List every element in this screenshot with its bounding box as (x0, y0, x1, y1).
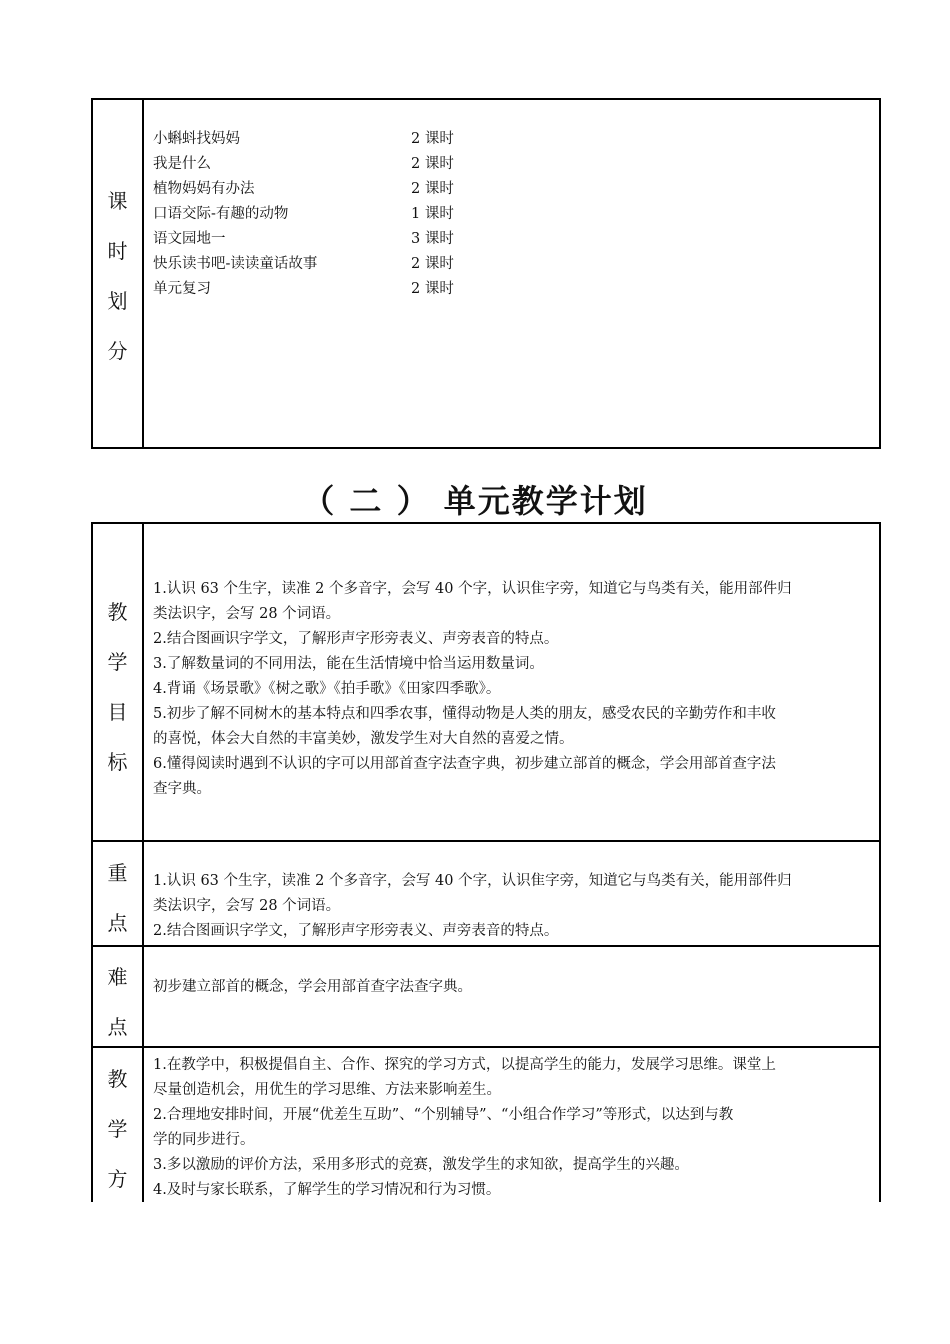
list-item (153, 177, 871, 202)
text-line: 学的同步进行。 (153, 1132, 255, 1148)
text-line: 的喜悦，体会大自然的丰富美妙，激发学生对大自然的喜爱之情。 (153, 731, 574, 747)
lesson-hours: 2 课时 (411, 256, 454, 272)
label-char: 难 (107, 965, 128, 989)
methods-label (93, 1054, 142, 1204)
text-line: 类法识字，会写 28 个词语。 (153, 606, 341, 622)
difficulties-content (153, 975, 871, 1000)
difficulties-label (93, 952, 142, 1052)
methods-content (153, 1053, 871, 1203)
lesson-schedule-table (91, 98, 881, 449)
text-line: 1.在教学中，积极提倡自主、合作、探究的学习方式，以提高学生的能力，发展学习思维。课堂上 (153, 1057, 776, 1073)
text-line: 2.结合图画识字学文，了解形声字形旁表义、声旁表音的特点。 (153, 631, 559, 647)
row-divider (93, 945, 879, 947)
unit-plan-table (91, 522, 881, 1202)
label-char: 教 (107, 1067, 128, 1091)
text-line: 1.认识 63 个生字，读准 2 个多音字，会写 40 个字，认识隹字旁，知道它与鸟类有关，能用部件归 (153, 873, 792, 889)
text-line: 4.背诵《场景歌》《树之歌》《拍手歌》《田家四季歌》。 (153, 681, 501, 697)
label-char: 点 (107, 1015, 128, 1039)
text-line: 3.了解数量词的不同用法，能在生活情境中恰当运用数量词。 (153, 656, 544, 672)
key-points-content (153, 869, 871, 944)
label-char: 标 (107, 750, 128, 774)
lesson-hours: 2 课时 (411, 181, 454, 197)
text-line: 尽量创造机会，用优生的学习思维、方法来影响差生。 (153, 1082, 501, 1098)
lesson-name: 口语交际-有趣的动物 (153, 206, 289, 222)
list-item (153, 252, 871, 277)
label-char: 划 (107, 289, 128, 313)
lesson-hours: 3 课时 (411, 231, 454, 247)
label-char: 点 (107, 911, 128, 935)
goals-label (93, 587, 142, 787)
list-item (153, 277, 871, 302)
lesson-hours: 2 课时 (411, 156, 454, 172)
text-line: 2.结合图画识字学文，了解形声字形旁表义、声旁表音的特点。 (153, 923, 559, 939)
list-item (153, 152, 871, 177)
text-line: 2.合理地安排时间，开展“优差生互助”、“个别辅导”、“小组合作学习”等形式，以达到与教 (153, 1107, 734, 1123)
column-divider (142, 524, 144, 1202)
lesson-hours: 2 课时 (411, 281, 454, 297)
label-char: 教 (107, 600, 128, 624)
text-line: 1.认识 63 个生字，读准 2 个多音字，会写 40 个字，认识隹字旁，知道它与鸟类有关，能用部件归 (153, 581, 792, 597)
label-char: 时 (107, 239, 128, 263)
text-line: 初步建立部首的概念，学会用部首查字法查字典。 (153, 979, 472, 995)
row-divider (93, 840, 879, 842)
text-line: 3.多以激励的评价方法，采用多形式的竞赛，激发学生的求知欲，提高学生的兴趣。 (153, 1157, 689, 1173)
text-line: 类法识字，会写 28 个词语。 (153, 898, 341, 914)
label-char: 学 (107, 650, 128, 674)
label-char: 分 (107, 339, 128, 363)
lesson-name: 语文园地一 (153, 231, 226, 247)
label-char: 方 (107, 1167, 128, 1191)
text-line: 5.初步了解不同树木的基本特点和四季农事，懂得动物是人类的朋友，感受农民的辛勤劳作和丰收 (153, 706, 776, 722)
label-char: 重 (107, 861, 128, 885)
lesson-name: 单元复习 (153, 281, 211, 297)
label-char: 学 (107, 1117, 128, 1141)
goals-content (153, 577, 871, 802)
label-char: 课 (107, 189, 128, 213)
list-item (153, 127, 871, 152)
text-line: 6.懂得阅读时遇到不认识的字可以用部首查字法查字典，初步建立部首的概念，学会用部首查字法 (153, 756, 776, 772)
lesson-name: 快乐读书吧-读读童话故事 (153, 256, 318, 272)
text-line: 查字典。 (153, 781, 211, 797)
column-divider (142, 100, 144, 447)
text-line: 4.及时与家长联系，了解学生的学习情况和行为习惯。 (153, 1182, 501, 1198)
schedule-list (153, 127, 871, 302)
lesson-name: 小蝌蚪找妈妈 (153, 131, 240, 147)
row-divider (93, 1046, 879, 1048)
list-item (153, 202, 871, 227)
section-title: （ 二 ） 单元教学计划 (302, 482, 648, 520)
key-points-label (93, 848, 142, 948)
lesson-hours: 1 课时 (411, 206, 454, 222)
lesson-hours: 2 课时 (411, 131, 454, 147)
schedule-label (93, 176, 142, 376)
list-item (153, 227, 871, 252)
lesson-name: 植物妈妈有办法 (153, 181, 255, 197)
label-char: 目 (107, 700, 128, 724)
lesson-name: 我是什么 (153, 156, 211, 172)
